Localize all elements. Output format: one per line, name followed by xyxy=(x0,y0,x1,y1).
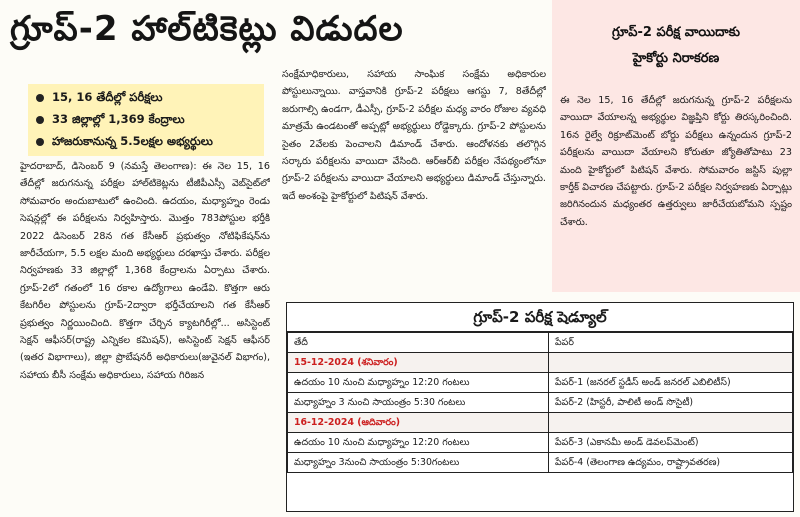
sidebar-body: ఈ నెల 15, 16 తేదీల్లో జరుగనున్న గ్రూప్‌-2 పరీక్షలను వాయిదా వేయాలన్న అభ్యర్థుల విజ్ఞప్తిని కోర్టు తిరస్కరించింది. 16న రైల్వే రిక్రూట్‌మెంట్‌ బోర్డు పరీక్షలు ఉన్నందున గ్రూప్‌-2 పరీక్షలను వాయిదా వేయాలని కోరుతూ జ్యోతితోపాటు 23 మంది హైకోర్టులో పిటిషన్‌ వేశారు. సోమవారం జస్టిస్‌ పుల్లా కార్తీక్‌ విచారణ చేపట్టారు. గ్రూప్‌-2 పరీక్షల నిర్వహణకు ఏర్పాట్లు జరిగినందున మధ్యంతర ఉత్తర్వులు జారీచేయబోమని స్పష్టం చేశారు. xyxy=(560,95,792,228)
paper-name: పేపర్‌-1 (జనరల్‌ స్టడీస్‌ అండ్‌ జనరల్‌ ఎబిలిటీస్‌) xyxy=(549,373,793,393)
table-header-row xyxy=(288,333,793,353)
sidebar-title-line: హైకోర్టు నిరాకరణ xyxy=(632,51,720,66)
highlights-box xyxy=(28,84,264,156)
highlight-item xyxy=(36,108,256,130)
column-header-date: తేదీ xyxy=(288,333,549,353)
sidebar-title xyxy=(552,20,800,72)
table-row xyxy=(288,433,793,453)
schedule-box xyxy=(286,302,794,512)
article-column-1 xyxy=(20,158,270,512)
session-time: మధ్యాహ్నం 3నుంచి సాయంత్రం 5:30గంటలు xyxy=(288,453,549,473)
schedule-title: గ్రూప్‌-2 పరీక్ష షెడ్యూల్‌ xyxy=(287,303,793,332)
bullet-icon xyxy=(36,116,44,124)
schedule-table xyxy=(287,332,793,473)
sidebar-title-line: గ్రూప్‌-2 పరీక్ష వాయిదాకు xyxy=(612,25,740,40)
bullet-icon xyxy=(36,94,44,102)
article-paragraph: హైదరాబాద్‌, డిసెంబర్‌ 9 (నమస్తే తెలంగాణ): ఈ నెల 15, 16 తేదీల్లో జరుగనున్న పరీక్షల హాల్‌టికెట్లను టీజీపీఎస్సీ వెబ్‌సైట్‌లో సోమవారం అందుబాటులో ఉంచింది. ఉదయం, మధ్యాహ్నం రెండు సెషన్లల్లో ఈ పరీక్షలను నిర్వహిస్తారు. మొత్తం 783పోస్టుల భర్తీకి 2022 డిసెంబర్‌ 28న గత కేసీఆర్‌ ప్రభుత్వం నోటిఫికేషన్‌ను జారీచేయగా, 5.5 లక్షల మంది అభ్యర్థులు దరఖాస్తు చేశారు. పరీక్షల నిర్వహణకు 33 జిల్లాల్లో 1,368 కేంద్రాలను ఏర్పాటు చేశారు. గ్రూప్‌-2లో గతంలో 16 రకాల ఉద్యోగాలు ఉండేవి. కొత్తగా ఆరు కేటగిరీల పోస్టులను గ్రూప్‌-2ద్వారా భర్తీచేయాలని గత కేసీఆర్‌ ప్రభుత్వం నిర్ణయించింది. కొత్తగా చేర్చిన క్యాటగిరీల్లో... అసిస్టెంట్‌ సెక్షన్‌ ఆఫీసర్‌(రాష్ట్ర ఎన్నికల కమిషన్‌), అసిస్టెంట్‌ సెక్షన్‌ ఆఫీసర్‌ (ఇతర విభాగాలు), జిల్లా ప్రొబేషనరీ అధికారులు(జువైనల్‌ విభాగం), సహాయ బీసీ సంక్షేమ అధికారులు, సహాయ గిరిజన xyxy=(20,161,270,381)
session-time: మధ్యాహ్నం 3 నుంచి సాయంత్రం 5:30 గంటలు xyxy=(288,393,549,413)
paper-name: పేపర్‌-2 (హిస్టరీ, పాలిటీ అండ్‌ సొసైటీ) xyxy=(549,393,793,413)
highlight-text: హాజరుకానున్న 5.5లక్షల అభ్యర్థులు xyxy=(52,134,213,148)
highlight-item xyxy=(36,86,256,108)
highlight-item xyxy=(36,130,256,152)
exam-date: 15-12-2024 (శనివారం) xyxy=(288,353,549,373)
bullet-icon xyxy=(36,138,44,146)
table-row xyxy=(288,373,793,393)
highlight-text: 15, 16 తేదీల్లో పరీక్షలు xyxy=(52,90,163,104)
table-row xyxy=(288,453,793,473)
highlight-text: 33 జిల్లాల్లో 1,369 కేంద్రాలు xyxy=(52,112,185,126)
session-time: ఉదయం 10 నుంచి మధ్యాహ్నం 12:20 గంటలు xyxy=(288,373,549,393)
table-row xyxy=(288,413,793,433)
sidebar-box xyxy=(552,0,800,292)
empty-cell xyxy=(549,353,793,373)
article-column-2 xyxy=(282,66,546,294)
empty-cell xyxy=(549,413,793,433)
exam-date: 16-12-2024 (ఆదివారం) xyxy=(288,413,549,433)
headline: గ్రూప్‌-2 హాల్‌టికెట్లు విడుదల xyxy=(10,9,404,49)
table-row xyxy=(288,393,793,413)
column-header-paper: పేపర్‌ xyxy=(549,333,793,353)
table-row xyxy=(288,353,793,373)
article-paragraph: సంక్షేమాధికారులు, సహాయ సాంఘిక సంక్షేమ అధికారుల పోస్టులున్నాయి. వాస్తవానికి గ్రూప్‌-2 పరీక్షలు ఆగస్టు 7, 8తేదీల్లో జరుగాల్సి ఉండగా, డీఎస్సీ, గ్రూప్‌-2 పరీక్షల మధ్య వారం రోజుల వ్యవధి మాత్రమే ఉండటంతో అప్పట్లో అభ్యర్థులు రోడ్డెక్కారు. గ్రూప్‌-2 పోస్టులను సైతం 2వేలకు పెంచాలని డిమాండ్‌ చేశారు. ఆందోళనకు తలొగ్గిన సర్కారు పరీక్షలను వాయిదా వేసింది. ఆర్‌ఆర్‌బీ పరీక్షల నేపథ్యంలోనూ గ్రూప్‌-2 పరీక్షలను వాయిదా వేయాలని అభ్యర్థులు డిమాండ్‌ చేస్తున్నారు. ఇదే అంశంపై హైకోర్టులో పిటిషన్‌ వేశారు. xyxy=(282,69,546,202)
session-time: ఉదయం 10 నుంచి మధ్యాహ్నం 12:20 గంటలు xyxy=(288,433,549,453)
paper-name: పేపర్‌-3 (ఎకానమీ అండ్‌ డెవలప్‌మెంట్‌) xyxy=(549,433,793,453)
paper-name: పేపర్‌-4 (తెలంగాణ ఉద్యమం, రాష్ట్రావతరణ) xyxy=(549,453,793,473)
